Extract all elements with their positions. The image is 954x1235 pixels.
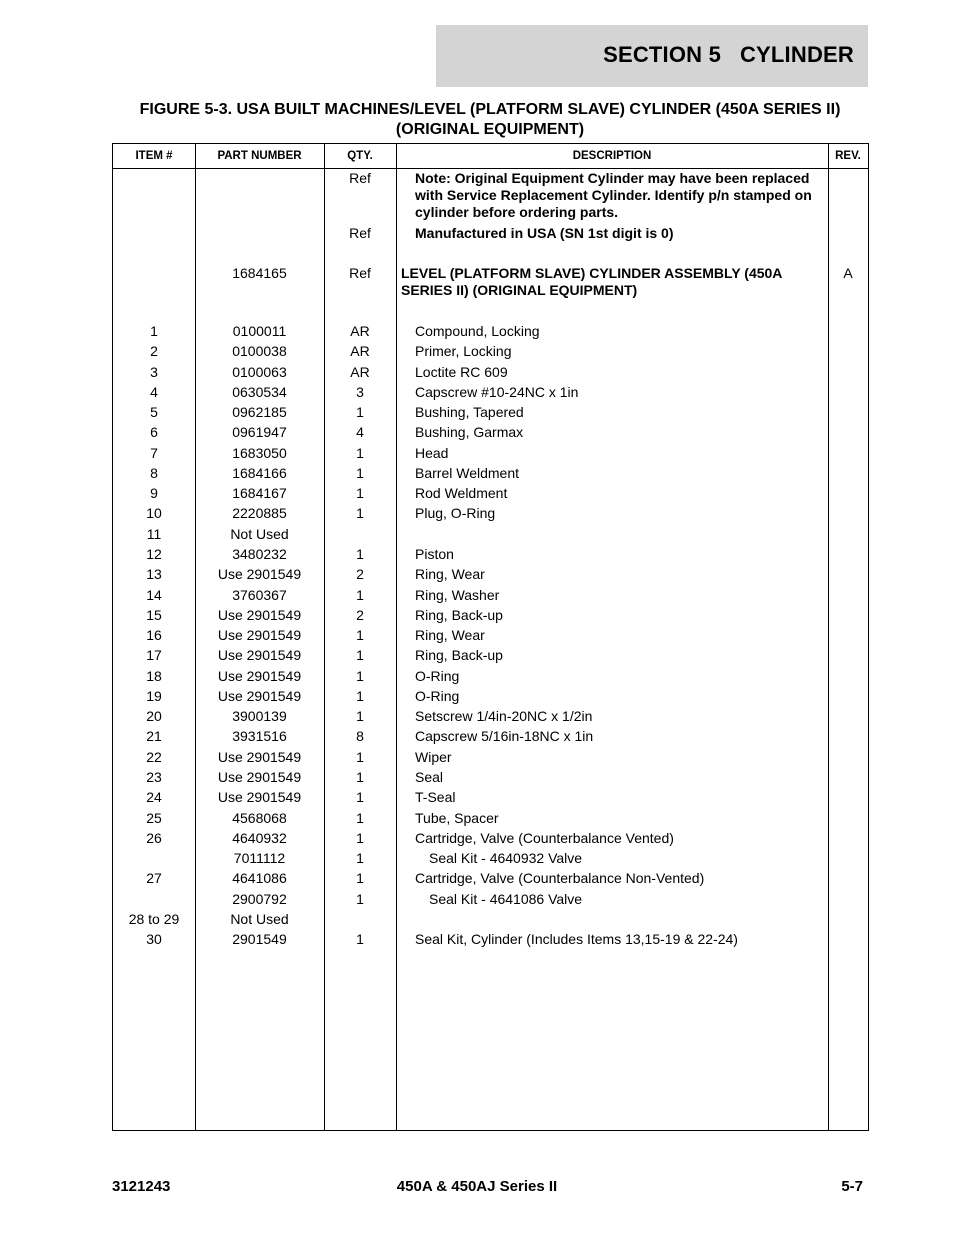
note-text: Note: Original Equipment Cylinder may have been replaced with Service Replacement Cylinder. Identify p/n stamped on cylinder before ordering parts. <box>415 170 812 220</box>
quantity: 3 <box>356 383 364 400</box>
assembly-qty: Ref <box>349 265 371 281</box>
part-description: Seal Kit - 4641086 Valve <box>429 890 583 907</box>
part-description: Plug, O-Ring <box>415 505 496 522</box>
part-number: Use 2901549 <box>217 687 302 704</box>
quantity: 1 <box>356 890 364 907</box>
item-number: 6 <box>150 424 158 441</box>
part-number: Use 2901549 <box>217 768 302 785</box>
part-number: 4568068 <box>232 809 287 826</box>
quantity: 8 <box>356 728 364 745</box>
part-description: O-Ring <box>415 667 460 684</box>
parts-table <box>112 143 869 1131</box>
part-number: Use 2901549 <box>217 647 302 664</box>
quantity: 1 <box>356 586 364 603</box>
part-number: 1684166 <box>232 464 287 481</box>
part-description: Primer, Locking <box>415 343 512 360</box>
quantity: 1 <box>356 768 364 785</box>
column-divider <box>396 144 397 1130</box>
assembly-rev: A <box>843 265 853 281</box>
part-number: 0100011 <box>232 323 287 339</box>
header-rev: REV. <box>835 150 861 162</box>
quantity: 1 <box>356 708 364 725</box>
quantity: 1 <box>356 464 364 481</box>
part-number: 4640932 <box>232 829 287 846</box>
note-text: Manufactured in USA (SN 1st digit is 0) <box>415 225 674 241</box>
part-number: 2901549 <box>232 931 287 948</box>
part-number: 1683050 <box>232 444 287 461</box>
part-number: Not Used <box>230 910 289 927</box>
part-description: Seal Kit, Cylinder (Includes Items 13,15-19 & 22-24) <box>415 931 738 948</box>
quantity: 1 <box>356 687 364 704</box>
quantity: 1 <box>356 748 364 765</box>
part-number: 0100038 <box>232 343 287 360</box>
footer-page-number: 5-7 <box>841 1178 863 1195</box>
figure-title: FIGURE 5-3. USA BUILT MACHINES/LEVEL (PLATFORM SLAVE) CYLINDER (450A SERIES II) <box>139 101 841 118</box>
quantity: 1 <box>356 444 364 461</box>
part-description: Ring, Wear <box>415 566 485 583</box>
part-number: 3900139 <box>232 708 287 725</box>
item-number: 9 <box>150 485 158 502</box>
quantity: 1 <box>356 931 364 948</box>
part-number: Not Used <box>230 525 289 542</box>
note-qty: Ref <box>349 170 371 186</box>
part-description: Tube, Spacer <box>415 809 499 826</box>
item-number: 7 <box>150 444 158 461</box>
quantity: 1 <box>356 850 364 866</box>
footer-doc-number: 3121243 <box>112 1178 171 1195</box>
part-description: O-Ring <box>415 687 460 704</box>
part-number: Use 2901549 <box>217 627 302 644</box>
part-number: Use 2901549 <box>217 748 302 765</box>
item-number: 10 <box>146 505 162 522</box>
quantity: 4 <box>356 424 364 441</box>
part-description: Ring, Washer <box>415 586 500 603</box>
part-description: Ring, Back-up <box>415 606 503 623</box>
part-number: Use 2901549 <box>217 667 302 684</box>
item-number: 14 <box>146 586 162 603</box>
part-description: Ring, Wear <box>415 627 485 644</box>
part-number: 0100063 <box>232 363 287 380</box>
part-number: 0961947 <box>232 424 287 441</box>
quantity: 2 <box>356 566 364 583</box>
quantity: 1 <box>356 870 364 887</box>
quantity: 1 <box>356 505 364 522</box>
item-number: 24 <box>146 789 162 806</box>
item-number: 2 <box>150 343 158 360</box>
assembly-part-number: 1684165 <box>232 265 287 281</box>
section-header <box>436 25 868 87</box>
part-number: 3760367 <box>232 586 287 603</box>
part-description: Seal Kit - 4640932 Valve <box>429 850 583 866</box>
part-description: T-Seal <box>415 789 456 806</box>
item-number: 1 <box>150 323 158 339</box>
part-number: Use 2901549 <box>217 566 302 583</box>
part-number: 2900792 <box>232 890 287 907</box>
part-description: Ring, Back-up <box>415 647 503 664</box>
part-description: Compound, Locking <box>415 323 540 339</box>
part-number: 3480232 <box>232 546 287 562</box>
part-number: 4641086 <box>232 870 287 887</box>
item-number: 22 <box>146 748 162 765</box>
quantity: AR <box>350 343 370 360</box>
part-number: 1684167 <box>232 485 287 502</box>
quantity: 1 <box>356 627 364 644</box>
quantity: 1 <box>356 404 364 421</box>
item-number: 3 <box>150 363 158 380</box>
part-number: 0630534 <box>232 383 287 400</box>
item-number: 28 to 29 <box>128 910 180 927</box>
part-description: Barrel Weldment <box>415 464 520 481</box>
quantity: AR <box>350 323 370 339</box>
part-number: Use 2901549 <box>217 789 302 806</box>
section-title: SECTION 5 CYLINDER <box>603 42 854 67</box>
quantity: 1 <box>356 546 364 562</box>
quantity: 1 <box>356 789 364 806</box>
part-number: 2220885 <box>232 505 287 522</box>
item-number: 27 <box>146 870 162 887</box>
quantity: 2 <box>356 606 364 623</box>
header-divider <box>113 168 868 169</box>
part-description: Capscrew 5/16in-18NC x 1in <box>415 728 594 745</box>
item-number: 20 <box>146 708 162 725</box>
item-number: 30 <box>146 931 162 948</box>
item-number: 11 <box>146 525 162 542</box>
part-description: Bushing, Garmax <box>415 424 524 441</box>
item-number: 23 <box>146 768 162 785</box>
item-number: 26 <box>146 829 162 846</box>
item-number: 15 <box>146 606 162 623</box>
quantity: 1 <box>356 667 364 684</box>
note-qty: Ref <box>349 225 371 241</box>
item-number: 18 <box>146 667 162 684</box>
item-number: 13 <box>146 566 162 583</box>
quantity: 1 <box>356 809 364 826</box>
quantity: 1 <box>356 829 364 846</box>
part-number: 7011112 <box>233 850 286 866</box>
header-item: ITEM # <box>135 150 173 162</box>
footer-model: 450A & 450AJ Series II <box>396 1178 558 1195</box>
item-number: 12 <box>146 546 162 562</box>
part-description: Piston <box>415 546 454 562</box>
assembly-description: LEVEL (PLATFORM SLAVE) CYLINDER ASSEMBLY (450A SERIES II) (ORIGINAL EQUIPMENT) <box>401 265 782 298</box>
column-divider <box>828 144 829 1130</box>
item-number: 16 <box>146 627 162 644</box>
part-description: Cartridge, Valve (Counterbalance Vented) <box>415 829 674 846</box>
item-number: 25 <box>146 809 162 826</box>
part-description: Bushing, Tapered <box>415 404 524 421</box>
item-number: 5 <box>150 404 158 421</box>
part-description: Cartridge, Valve (Counterbalance Non-Vented) <box>415 870 705 887</box>
figure-subtitle: (ORIGINAL EQUIPMENT) <box>395 121 585 138</box>
part-description: Seal <box>415 768 444 785</box>
item-number: 19 <box>146 687 162 704</box>
part-description: Loctite RC 609 <box>415 363 508 380</box>
part-description: Wiper <box>415 748 452 765</box>
part-number: Use 2901549 <box>217 606 302 623</box>
item-number: 4 <box>150 383 158 400</box>
part-number: 3931516 <box>232 728 287 745</box>
quantity: 1 <box>356 485 364 502</box>
part-description: Capscrew #10-24NC x 1in <box>415 383 579 400</box>
item-number: 17 <box>146 647 162 664</box>
part-description: Head <box>415 444 449 461</box>
quantity: AR <box>350 363 370 380</box>
item-number: 21 <box>146 728 162 745</box>
header-part-number: PART NUMBER <box>217 150 302 162</box>
item-number: 8 <box>150 464 158 481</box>
quantity: 1 <box>356 647 364 664</box>
part-description: Rod Weldment <box>415 485 508 502</box>
header-qty: QTY. <box>347 150 373 162</box>
part-number: 0962185 <box>232 404 287 421</box>
part-description: Setscrew 1/4in-20NC x 1/2in <box>415 708 593 725</box>
header-description: DESCRIPTION <box>572 150 652 162</box>
